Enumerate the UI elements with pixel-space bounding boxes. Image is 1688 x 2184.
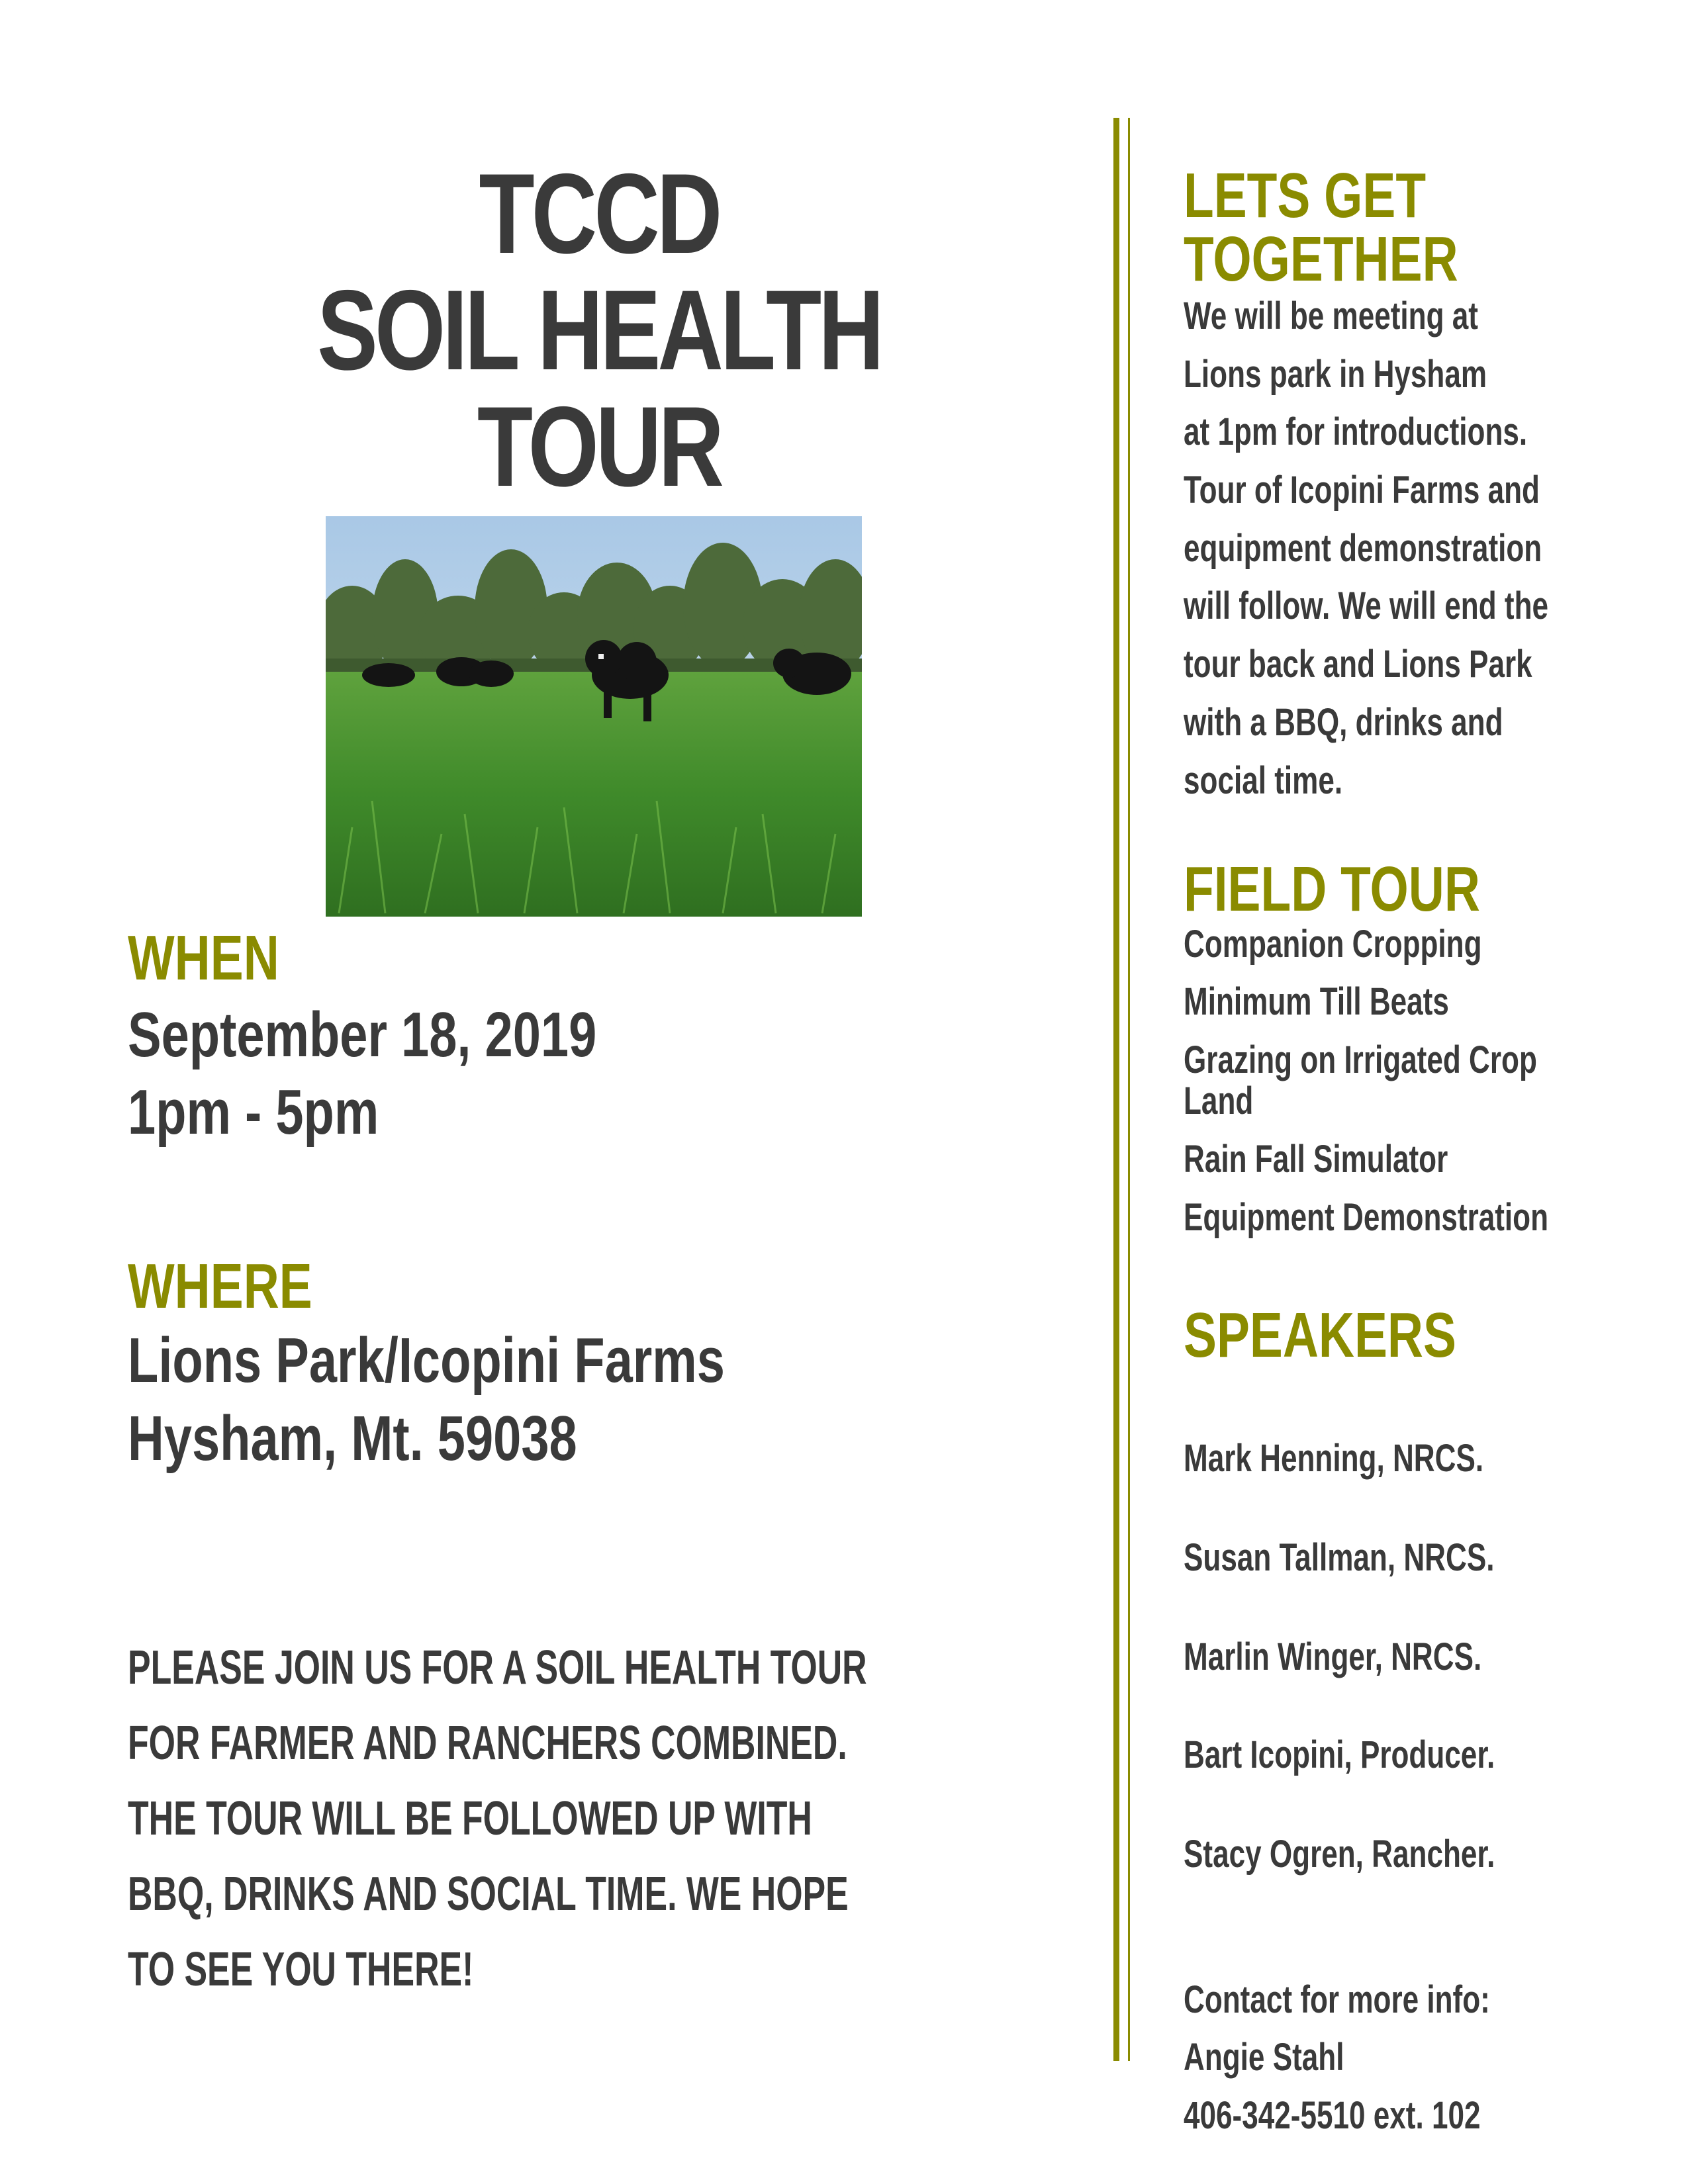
together-line: will follow. We will end the [1184,584,1549,627]
field-tour-item: Companion Cropping [1184,923,1482,966]
contact-label: Contact for more info: [1184,1978,1490,2021]
speaker-name: Marlin Winger, NRCS. [1184,1635,1482,1678]
when-heading: WHEN [128,923,279,993]
contact-name: Angie Stahl [1184,2036,1344,2079]
flyer-title [172,150,1026,510]
divider-rule-thick [1113,118,1119,2061]
together-line: at 1pm for introductions. [1184,410,1528,453]
field-tour-item: Land [1184,1079,1254,1122]
field-tour-heading: FIELD TOUR [1184,854,1480,925]
together-line: Tour of Icopini Farms and [1184,469,1540,512]
together-line: Lions park in Hysham [1184,353,1487,396]
together-line: with a BBQ, drinks and [1184,701,1503,744]
speaker-name: Mark Henning, NRCS. [1184,1437,1484,1480]
title-line-1: TCCD [479,150,720,277]
invite-line-1: PLEASE JOIN US FOR A SOIL HEALTH TOUR [128,1641,867,1694]
invite-line-2: FOR FARMER AND RANCHERS COMBINED. [128,1717,847,1770]
together-line: social time. [1184,759,1343,802]
event-date: September 18, 2019 [128,999,597,1070]
speaker-name: Bart Icopini, Producer. [1184,1733,1495,1776]
field-tour-item: Grazing on Irrigated Crop [1184,1038,1537,1081]
title-line-2: SOIL HEALTH [317,267,881,394]
speakers-heading: SPEAKERS [1184,1300,1456,1371]
event-time: 1pm - 5pm [128,1077,379,1148]
together-heading-2: TOGETHER [1184,224,1458,295]
field-tour-item: Minimum Till Beats [1184,980,1449,1023]
together-heading-1: LETS GET [1184,160,1427,231]
location-line-2: Hysham, Mt. 59038 [128,1403,577,1474]
together-line: We will be meeting at [1184,295,1478,338]
speaker-name: Susan Tallman, NRCS. [1184,1536,1495,1579]
field-tour-item: Rain Fall Simulator [1184,1138,1448,1181]
location-line-1: Lions Park/Icopini Farms [128,1325,725,1396]
title-line-3: TOUR [477,383,722,510]
invite-line-4: BBQ, DRINKS AND SOCIAL TIME. WE HOPE [128,1868,849,1921]
cattle-photo [326,516,862,917]
divider-rule-thin [1128,118,1130,2061]
where-heading: WHERE [128,1251,312,1322]
speaker-name: Stacy Ogren, Rancher. [1184,1833,1495,1876]
invite-line-5: TO SEE YOU THERE! [128,1943,474,1996]
invite-line-3: THE TOUR WILL BE FOLLOWED UP WITH [128,1792,812,1845]
contact-phone: 406-342-5510 ext. 102 [1184,2094,1481,2137]
together-line: tour back and Lions Park [1184,643,1532,686]
field-tour-item: Equipment Demonstration [1184,1196,1549,1239]
together-line: equipment demonstration [1184,527,1542,570]
